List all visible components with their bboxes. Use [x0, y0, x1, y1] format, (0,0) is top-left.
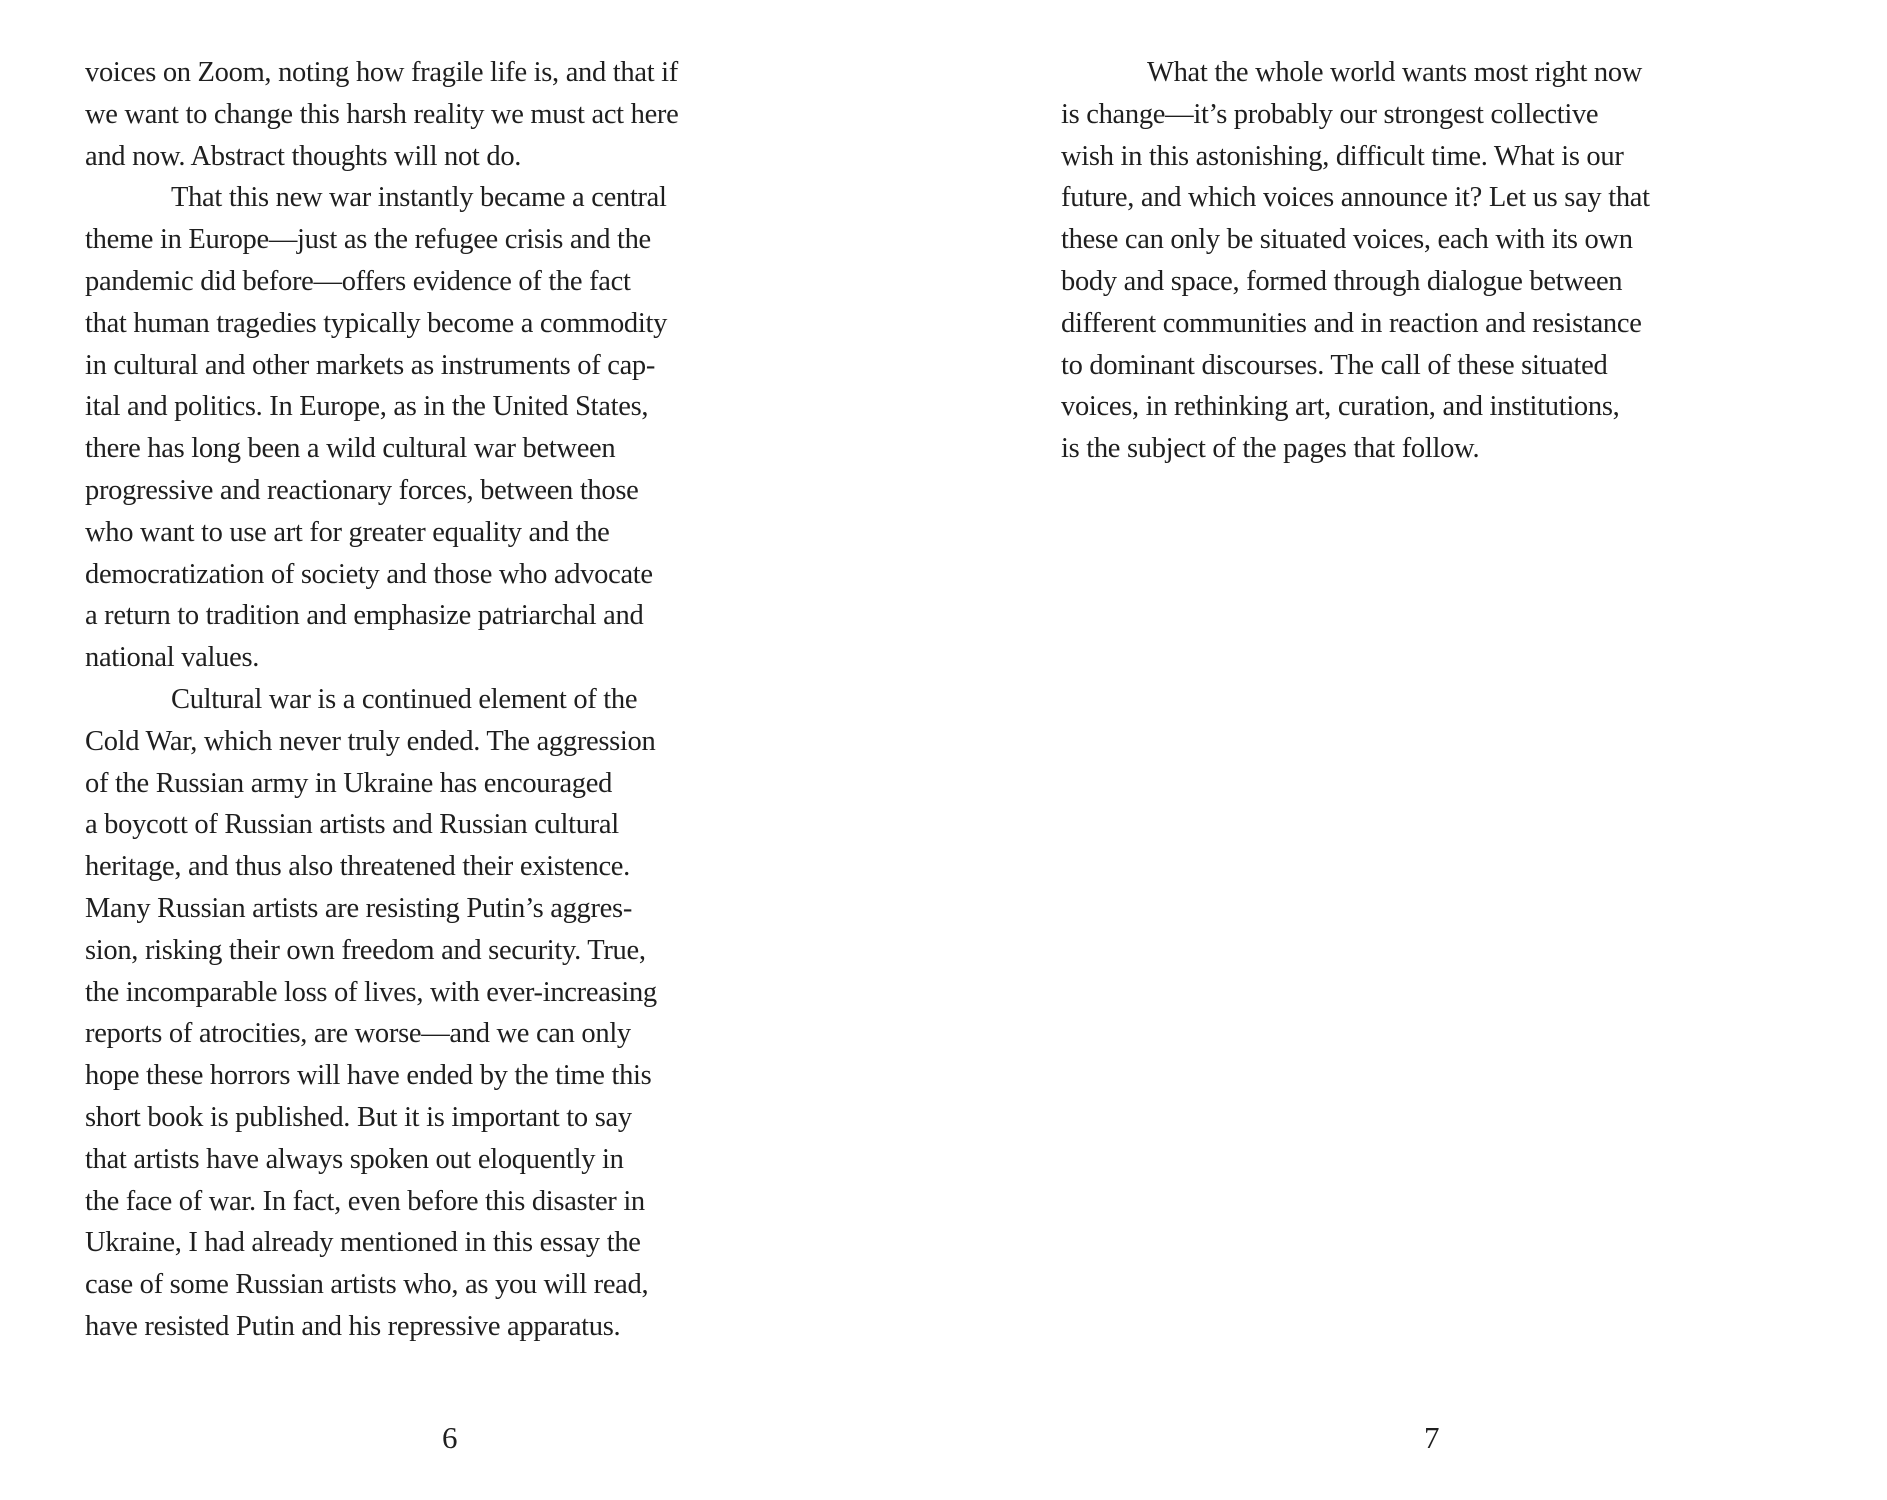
left-page-body	[85, 52, 865, 1348]
text-line: the incomparable loss of lives, with ever-increasing	[85, 976, 657, 1008]
text-line: and now. Abstract thoughts will not do.	[85, 140, 522, 172]
text-line: these can only be situated voices, each with its own	[1061, 224, 1633, 256]
text-line: heritage, and thus also threatened their existence.	[85, 851, 630, 883]
left-page	[0, 0, 943, 1500]
text-line: hope these horrors will have ended by the time this	[85, 1060, 652, 1092]
text-line: Cultural war is a continued element of the	[171, 683, 638, 715]
text-line: wish in this astonishing, difficult time. What is our	[1061, 140, 1624, 172]
text-line: body and space, formed through dialogue between	[1061, 265, 1623, 297]
text-line: a boycott of Russian artists and Russian cultural	[85, 809, 619, 841]
text-line: different communities and in reaction and resistance	[1061, 307, 1642, 339]
text-line: That this new war instantly became a central	[171, 182, 667, 214]
text-line: is change—it’s probably our strongest collective	[1061, 98, 1599, 130]
text-line: democratization of society and those who advocate	[85, 558, 653, 590]
right-page-body	[1061, 52, 1861, 470]
text-line: progressive and reactionary forces, between those	[85, 474, 639, 506]
text-line: case of some Russian artists who, as you will read,	[85, 1269, 649, 1301]
text-line: of the Russian army in Ukraine has encouraged	[85, 767, 613, 799]
text-line: that artists have always spoken out eloquently in	[85, 1143, 624, 1175]
text-line: that human tragedies typically become a commodity	[85, 307, 668, 339]
text-line: Ukraine, I had already mentioned in this essay the	[85, 1227, 641, 1259]
text-line: short book is published. But it is important to say	[85, 1101, 632, 1133]
text-line: who want to use art for greater equality and the	[85, 516, 610, 548]
text-line: Many Russian artists are resisting Putin’s aggres-	[85, 892, 633, 924]
text-line: future, and which voices announce it? Let us say that	[1061, 182, 1650, 214]
text-line: to dominant discourses. The call of these situated	[1061, 349, 1608, 381]
text-line: is the subject of the pages that follow.	[1061, 433, 1480, 465]
paragraph	[85, 177, 865, 679]
text-line: pandemic did before—offers evidence of the fact	[85, 265, 631, 297]
text-line: Cold War, which never truly ended. The aggression	[85, 725, 656, 757]
text-line: ital and politics. In Europe, as in the United States,	[85, 391, 649, 423]
text-line: theme in Europe—just as the refugee crisis and the	[85, 224, 651, 256]
page-number: 7	[1424, 1420, 1440, 1455]
text-line: reports of atrocities, are worse—and we can only	[85, 1018, 631, 1050]
paragraph	[85, 679, 865, 1348]
text-line: What the whole world wants most right now	[1147, 57, 1643, 88]
paragraph	[85, 52, 865, 177]
page-number: 6	[442, 1420, 458, 1455]
paragraph	[1061, 52, 1861, 470]
text-line: have resisted Putin and his repressive apparatus.	[85, 1310, 621, 1342]
text-line: we want to change this harsh reality we must act here	[85, 98, 679, 130]
text-line: sion, risking their own freedom and security. True,	[85, 934, 646, 966]
text-line: there has long been a wild cultural war between	[85, 433, 616, 465]
right-page	[943, 0, 1887, 1500]
text-line: voices, in rethinking art, curation, and institutions,	[1061, 391, 1620, 423]
text-line: in cultural and other markets as instruments of cap-	[85, 349, 656, 381]
text-line: voices on Zoom, noting how fragile life is, and that if	[85, 57, 678, 88]
text-line: the face of war. In fact, even before this disaster in	[85, 1185, 645, 1217]
text-line: a return to tradition and emphasize patriarchal and	[85, 600, 644, 632]
text-line: national values.	[85, 642, 260, 674]
